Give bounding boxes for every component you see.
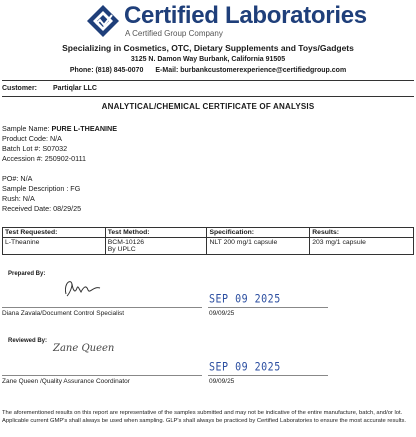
- prepared-signature-line: [2, 307, 202, 308]
- company-tagline: Specializing in Cosmetics, OTC, Dietary Supplements and Toys/Gadgets: [62, 43, 354, 53]
- rush-status: Rush: N/A: [2, 194, 35, 203]
- footer-disclaimer: [2, 410, 414, 425]
- sample-name-label: Sample Name:: [2, 124, 50, 133]
- accession-number: Accession #: 250902-0111: [2, 154, 87, 163]
- email-address: E-Mail: burbankcustomerexperience@certifiedgroup.com: [155, 67, 347, 74]
- customer-divider: [2, 96, 414, 97]
- cell-specification: NLT 200 mg/1 capsule: [207, 238, 310, 255]
- prepared-signature: [60, 276, 106, 300]
- received-date: Received Date: 08/29/25: [2, 204, 82, 213]
- cell-test: L-Theanine: [3, 238, 106, 255]
- footer-disclaimer-text: The aforementioned results on this report are representative of the samples submitted and may not be indicative of the entire manufacture, batch, and/or lot. Applicable current GMP's shall always be used when sampling. GLP's shall always be practiced by Certified Laboratories to ensure the most accurate: [2, 410, 403, 424]
- prepared-date-stamp: SEP 09 2025: [209, 293, 281, 306]
- document-title: ANALYTICAL/CHEMICAL CERTIFICATE OF ANALYSIS: [101, 102, 315, 111]
- reviewed-signature: Zane Queen: [53, 343, 115, 354]
- prepared-by-name: Diana Zavala/Document Control Specialist: [2, 310, 125, 317]
- prepared-date-line: [208, 307, 328, 308]
- customer-value: Partiqlar LLC: [53, 85, 97, 92]
- column-header-test: Test Requested:: [3, 228, 106, 238]
- prepared-date: 09/09/25: [209, 310, 235, 317]
- brand-subtitle: A Certified Group Company: [125, 29, 223, 38]
- prepared-by-label: Prepared By:: [8, 271, 46, 277]
- table-row: [3, 238, 414, 255]
- reviewed-by-label: Reviewed By:: [8, 338, 48, 344]
- sample-description: Sample Description : FG: [2, 184, 81, 193]
- company-contact: [0, 67, 416, 74]
- footer-disclaimer-end: results.: [387, 417, 407, 424]
- company-address: 3125 N. Damon Way Burbank, California 91505: [130, 56, 286, 63]
- column-header-method: Test Method:: [105, 228, 207, 238]
- reviewed-date-stamp: SEP 09 2025: [209, 361, 281, 374]
- phone-number: Phone: (818) 845-0070: [69, 67, 144, 74]
- brand-name: Certified Laboratories: [124, 2, 367, 29]
- column-header-specification: Specification:: [207, 228, 310, 238]
- reviewed-date: 09/09/25: [209, 378, 235, 385]
- po-number: PO#: N/A: [2, 174, 33, 183]
- header-divider: [2, 80, 414, 81]
- company-logo-icon: [86, 4, 120, 38]
- cell-method: [105, 238, 207, 255]
- reviewed-by-name: Zane Queen /Quality Assurance Coordinator: [2, 378, 130, 385]
- sample-name-row: [2, 124, 117, 133]
- results-header-row: [3, 228, 414, 238]
- customer-label: Customer:: [2, 85, 38, 92]
- customer-row: [2, 85, 97, 92]
- column-header-results: Results:: [310, 228, 414, 238]
- sample-name-value: PURE L-THEANINE: [51, 124, 118, 133]
- reviewed-signature-line: [2, 375, 202, 376]
- batch-lot: Batch Lot #: S07032: [2, 144, 68, 153]
- results-table: [2, 227, 414, 255]
- cell-result: 203 mg/1 capsule: [310, 238, 414, 255]
- product-code: Product Code: N/A: [2, 134, 62, 143]
- method-technique: By UPLC: [107, 246, 136, 253]
- reviewed-date-line: [208, 375, 328, 376]
- method-code: BCM-10126: [107, 239, 145, 246]
